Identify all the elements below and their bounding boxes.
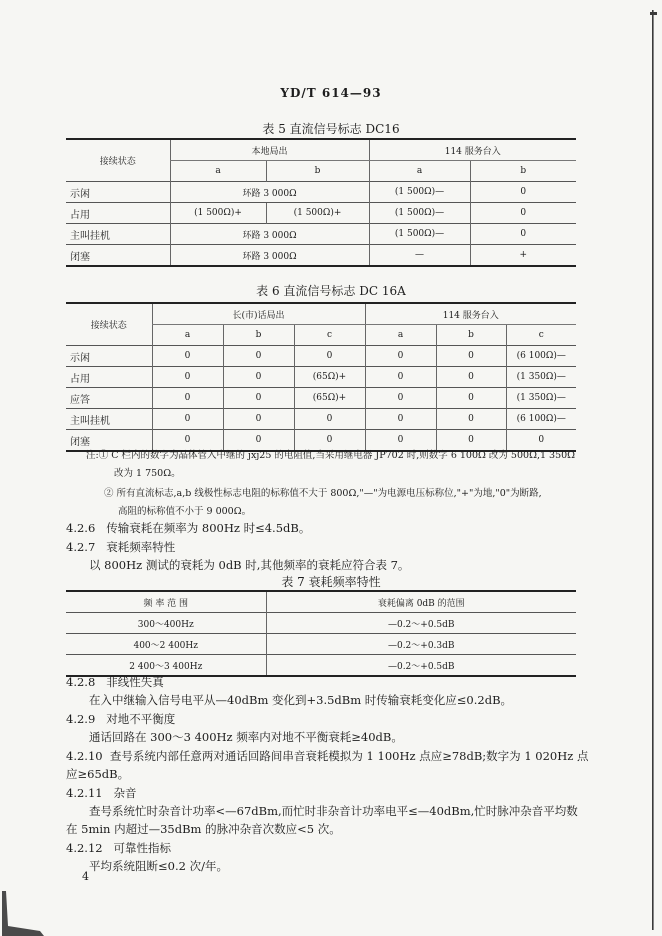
table-row	[66, 224, 576, 245]
table-row	[66, 203, 576, 224]
section-number: 4.2.10	[66, 749, 103, 763]
value-cell: —0.2～+0.5dB	[266, 613, 576, 634]
table-row	[66, 655, 576, 677]
row-state: 示闲	[66, 346, 152, 367]
table7-caption: 表 7 衰耗频率特性	[281, 575, 381, 589]
cell-value: (6 100Ω)—	[506, 346, 576, 367]
table5-sub-a: a	[369, 161, 470, 182]
row-state: 主叫挂机	[66, 409, 152, 430]
row-state: 闭塞	[66, 430, 152, 452]
table6-sub-c: c	[294, 325, 365, 346]
value-cell: —0.2～+0.3dB	[266, 634, 576, 655]
cell-value: 0	[365, 367, 436, 388]
section-4-2-6	[66, 520, 310, 536]
cell-value: 0	[365, 409, 436, 430]
section-number: 4.2.12	[66, 841, 103, 855]
cell-value: 环路 3 000Ω	[170, 224, 369, 245]
section-number: 4.2.6	[66, 521, 96, 535]
row-state: 示闲	[66, 182, 170, 203]
cell-value: (65Ω)+	[294, 388, 365, 409]
table5-state-header: 接续状态	[66, 139, 170, 182]
cell-value: 0	[152, 346, 223, 367]
table-row	[66, 182, 576, 203]
cell-value: 0	[470, 203, 576, 224]
row-state: 闭塞	[66, 245, 170, 267]
table-row	[66, 409, 576, 430]
table6-sub-b: b	[436, 325, 506, 346]
cell-value: (6 100Ω)—	[506, 409, 576, 430]
cell-value: 0	[152, 388, 223, 409]
cell-value: (1 500Ω)+	[170, 203, 266, 224]
cell-value: 0	[294, 346, 365, 367]
section-4-2-12	[66, 840, 171, 856]
cell-value: (1 500Ω)—	[369, 182, 470, 203]
section-number: 4.2.7	[66, 540, 96, 554]
row-state: 主叫挂机	[66, 224, 170, 245]
table6-sub-b: b	[223, 325, 294, 346]
cell-value: 0	[365, 346, 436, 367]
section-number: 4.2.9	[66, 712, 96, 726]
cell-value: (1 350Ω)—	[506, 388, 576, 409]
cell-value: 0	[506, 430, 576, 452]
table5-group-114: 114 服务台入	[369, 139, 576, 161]
table6-sub-c: c	[506, 325, 576, 346]
section-4-2-7-body: 以 800Hz 测试的衰耗为 0dB 时,其他频率的衰耗应符合表 7。	[89, 558, 410, 572]
table7	[66, 590, 576, 677]
section-title: 非线性失真	[106, 675, 164, 689]
table5-group-local: 本地局出	[170, 139, 369, 161]
row-state: 占用	[66, 203, 170, 224]
table5	[66, 138, 576, 267]
section-number: 4.2.11	[66, 786, 103, 800]
section-title: 可靠性指标	[113, 841, 172, 855]
cell-value: (1 500Ω)+	[266, 203, 369, 224]
table-row	[66, 388, 576, 409]
cell-value: 环路 3 000Ω	[170, 182, 369, 203]
note-1-line-2: 改为 1 750Ω。	[114, 468, 181, 479]
cell-value: 0	[436, 430, 506, 452]
row-state: 占用	[66, 367, 152, 388]
cell-value: 0	[294, 409, 365, 430]
scan-edge-line	[652, 10, 654, 930]
section-4-2-8	[66, 674, 164, 690]
table7-head-range: 频 率 范 围	[66, 591, 266, 613]
table5-sub-b: b	[470, 161, 576, 182]
table6-sub-a: a	[365, 325, 436, 346]
cell-value: 0	[436, 409, 506, 430]
cell-value: 0	[152, 367, 223, 388]
table6-sub-a: a	[152, 325, 223, 346]
cell-value: (1 500Ω)—	[369, 224, 470, 245]
section-title: 衰耗频率特性	[106, 540, 176, 554]
section-4-2-7	[66, 539, 175, 555]
section-4-2-11-cont: 在 5min 内超过—35dBm 的脉冲杂音次数应<5 次。	[66, 822, 341, 836]
table6-state-header: 接续状态	[66, 303, 152, 346]
table5-caption: 表 5 直流信号标志 DC16	[262, 122, 400, 136]
cell-value: 0	[470, 224, 576, 245]
scan-edge-mark	[650, 12, 657, 15]
table7-head-value: 衰耗偏离 0dB 的范围	[266, 591, 576, 613]
cell-value: 0	[470, 182, 576, 203]
section-text: 查号系统内部任意两对通话回路间串音衰耗模拟为 1 100Hz 点应≥78dB;数字为 1 020Hz 点	[109, 749, 589, 763]
section-text: 传输衰耗在频率为 800Hz 时≤4.5dB。	[106, 521, 311, 535]
value-cell: —0.2～+0.5dB	[266, 655, 576, 677]
cell-value: 环路 3 000Ω	[170, 245, 369, 267]
note-2-line-2: 高阻的标称值不小于 9 000Ω。	[118, 506, 252, 517]
page-number: 4	[82, 870, 89, 883]
section-title: 对地不平衡度	[106, 712, 176, 726]
section-4-2-10-cont: 应≥65dB。	[66, 767, 130, 781]
table-row	[66, 613, 576, 634]
cell-value: 0	[152, 430, 223, 452]
cell-value: 0	[223, 409, 294, 430]
note-2-line-1: ② 所有直流标志,a,b 线极性标志电阻的标称值不大于 800Ω,"—"为电源电压标称位,"+"为地,"0"为断路,	[104, 488, 542, 499]
scan-corner-artifact	[0, 886, 60, 936]
cell-value: 0	[223, 388, 294, 409]
section-4-2-9-body: 通话回路在 300～3 400Hz 频率内对地不平衡衰耗≥40dB。	[89, 730, 403, 744]
section-4-2-8-body: 在入中继输入信号电平从—40dBm 变化到+3.5dBm 时传输衰耗变化应≤0.2dB。	[89, 693, 513, 707]
cell-value: 0	[365, 388, 436, 409]
table6-group-long: 长(市)话局出	[152, 303, 365, 325]
section-4-2-11-body: 查号系统忙时杂音计功率<—67dBm,而忙时非杂音计功率电平≤—40dBm,忙时脉冲杂音平均数	[89, 804, 578, 818]
cell-value: 0	[223, 430, 294, 452]
table-row	[66, 367, 576, 388]
section-4-2-9	[66, 711, 175, 727]
cell-value: (1 500Ω)—	[369, 203, 470, 224]
range-cell: 2 400～3 400Hz	[66, 655, 266, 677]
range-cell: 300～400Hz	[66, 613, 266, 634]
cell-value: 0	[436, 367, 506, 388]
range-cell: 400～2 400Hz	[66, 634, 266, 655]
cell-value: —	[369, 245, 470, 267]
scan-corner-smudge	[2, 891, 44, 936]
table6-group-114: 114 服务台入	[365, 303, 576, 325]
section-4-2-11	[66, 785, 137, 801]
table5-sub-a: a	[170, 161, 266, 182]
table6	[66, 302, 576, 452]
cell-value: 0	[436, 346, 506, 367]
table-row	[66, 346, 576, 367]
cell-value: 0	[294, 430, 365, 452]
cell-value: 0	[365, 430, 436, 452]
section-title: 杂音	[113, 786, 137, 800]
section-4-2-12-body: 平均系统阻断≤0.2 次/年。	[89, 859, 228, 873]
table-row	[66, 634, 576, 655]
section-number: 4.2.8	[66, 675, 96, 689]
cell-value: 0	[152, 409, 223, 430]
cell-value: (1 350Ω)—	[506, 367, 576, 388]
cell-value: (65Ω)+	[294, 367, 365, 388]
section-4-2-10	[66, 748, 589, 764]
cell-value: +	[470, 245, 576, 267]
cell-value: 0	[436, 388, 506, 409]
table-row	[66, 245, 576, 267]
scan-edge-artifact	[646, 0, 662, 936]
cell-value: 0	[223, 346, 294, 367]
row-state: 应答	[66, 388, 152, 409]
document-header: YD/T 614—93	[280, 86, 382, 100]
note-1-line-1: 注:① C 栏内的数字为晶体管入中继的 jxj25 的电阻值,当采用继电器 JP702 时,则数字 6 100Ω 改为 500Ω,1 350Ω	[86, 450, 576, 461]
table5-sub-b: b	[266, 161, 369, 182]
table6-caption: 表 6 直流信号标志 DC 16A	[256, 284, 406, 298]
cell-value: 0	[223, 367, 294, 388]
